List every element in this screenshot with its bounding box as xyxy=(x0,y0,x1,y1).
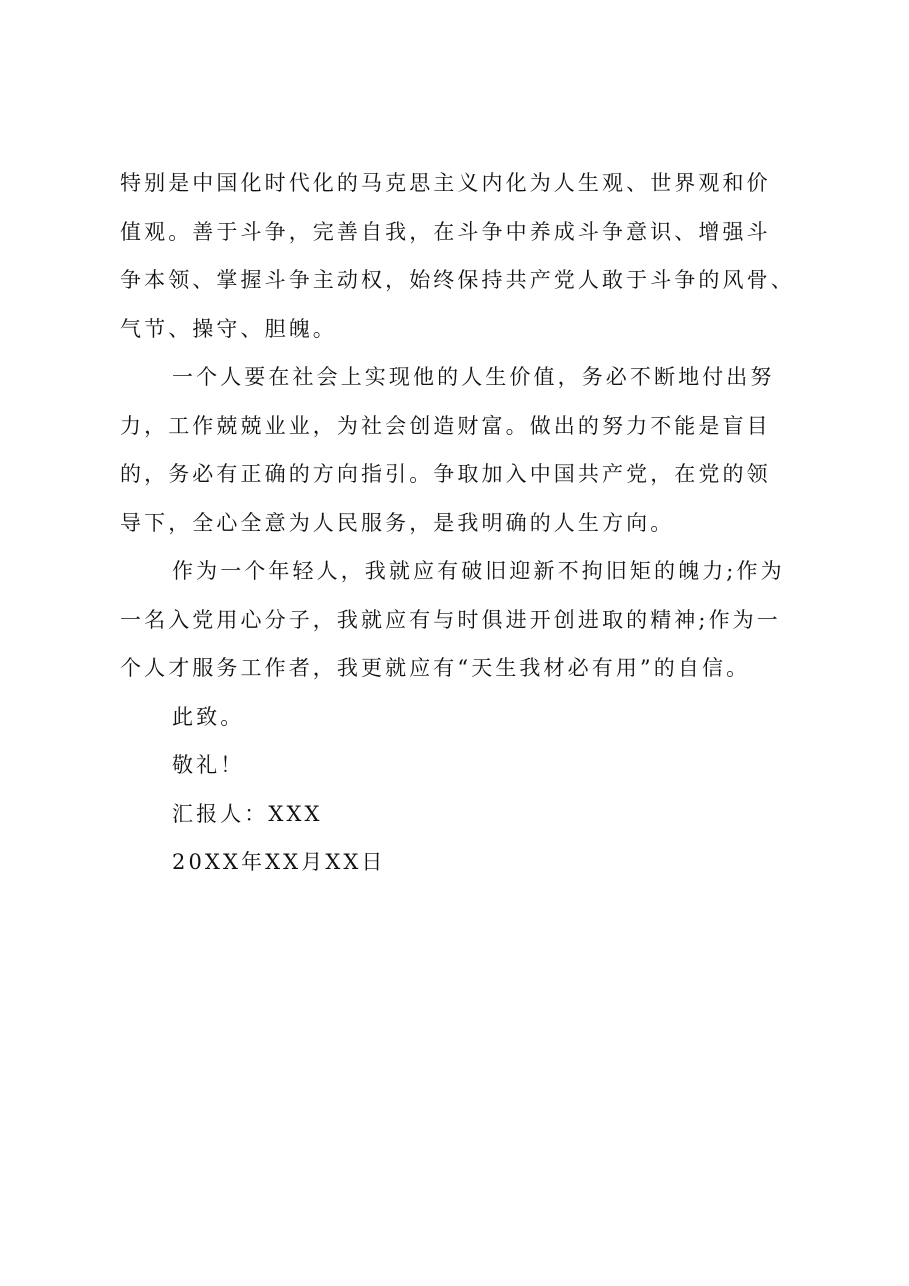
closing-regards: 敬礼！ xyxy=(172,753,245,777)
paragraph-1-line-2: 值观。善于斗争，完善自我，在斗争中养成斗争意识、增强斗 xyxy=(120,219,771,244)
closing-salutation: 此致。 xyxy=(172,704,245,729)
paragraph-1-line-1: 特别是中国化时代化的马克思主义内化为人生观、世界观和价 xyxy=(120,171,771,195)
paragraph-2-line-3: 的，务必有正确的方向指引。争取加入中国共产党，在党的领 xyxy=(120,462,771,486)
paragraph-1-line-3: 争本领、掌握斗争主动权，始终保持共产党人敢于斗争的风骨、 xyxy=(120,268,795,292)
paragraph-3-line-1: 作为一个年轻人，我就应有破旧迎新不拘旧矩的魄力;作为 xyxy=(172,559,785,583)
paragraph-2-line-1: 一个人要在社会上实现他的人生价值，务必不断地付出努 xyxy=(172,365,775,389)
document-body xyxy=(120,159,820,887)
report-date: 20XX年XX月XX日 xyxy=(172,850,386,874)
paragraph-3-line-2: 一名入党用心分子，我就应有与时俱进开创进取的精神;作为一 xyxy=(120,607,781,632)
paragraph-2-line-4: 导下，全心全意为人民服务，是我明确的人生方向。 xyxy=(120,510,675,535)
reporter-signature: 汇报人：XXX xyxy=(172,801,323,826)
paragraph-3-line-3: 个人才服务工作者，我更就应有“天生我材必有用”的自信。 xyxy=(120,656,751,680)
paragraph-1-line-4: 气节、操守、胆魄。 xyxy=(120,316,337,341)
paragraph-2-line-2: 力，工作兢兢业业，为社会创造财富。做出的努力不能是盲目 xyxy=(120,413,771,438)
